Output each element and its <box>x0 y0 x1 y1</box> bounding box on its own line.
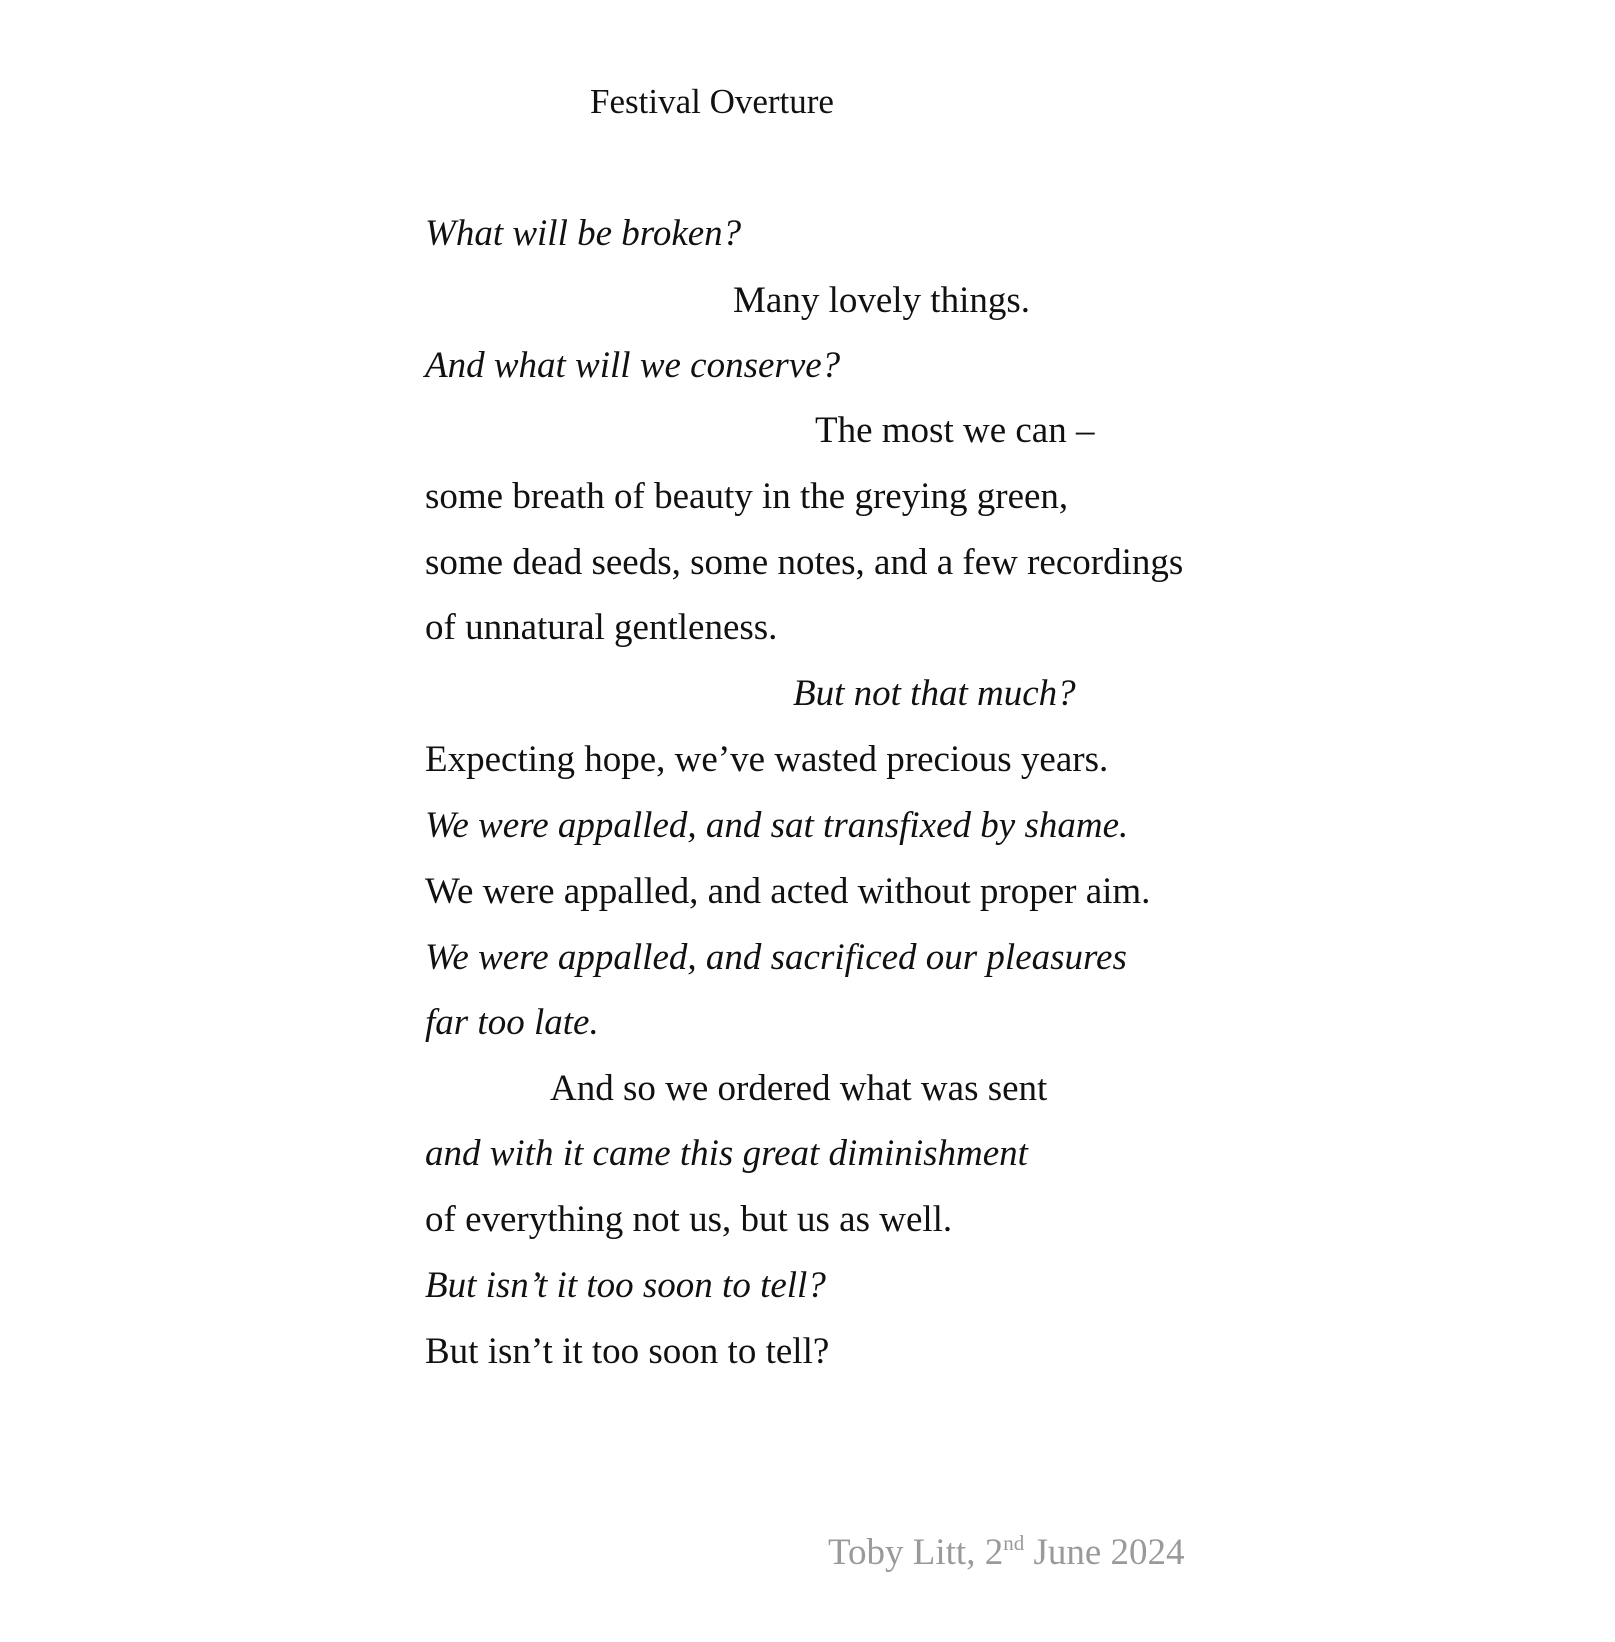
poem-line: Expecting hope, we’ve wasted precious years. <box>425 739 1109 780</box>
poem-line: But not that much? <box>793 673 1076 714</box>
poem-line: But isn’t it too soon to tell? <box>425 1265 826 1306</box>
poem-title: Festival Overture <box>590 82 834 121</box>
poem-line: far too late. <box>425 1002 599 1043</box>
signature-date: June 2024 <box>1024 1532 1185 1573</box>
poem-line: What will be broken? <box>425 213 742 254</box>
poem-line: some breath of beauty in the greying green, <box>425 476 1069 517</box>
signature-author: Toby Litt, 2 <box>828 1532 1004 1573</box>
poem-line: and with it came this great diminishment <box>425 1133 1028 1174</box>
poem-line: But isn’t it too soon to tell? <box>425 1331 830 1372</box>
poem-line: of unnatural gentleness. <box>425 607 778 648</box>
poem-line: some dead seeds, some notes, and a few recordings <box>425 542 1184 583</box>
poem-line: We were appalled, and acted without proper aim. <box>425 871 1151 912</box>
poem-line: We were appalled, and sacrificed our pleasures <box>425 937 1127 978</box>
poem-line: And so we ordered what was sent <box>550 1068 1048 1109</box>
poem-line: Many lovely things. <box>733 280 1031 321</box>
signature-ordinal: nd <box>1003 1531 1025 1555</box>
author-signature <box>828 1530 1185 1576</box>
poem-line: of everything not us, but us as well. <box>425 1199 953 1240</box>
poem-line: And what will we conserve? <box>425 345 841 386</box>
poem-line: We were appalled, and sat transfixed by shame. <box>425 805 1129 846</box>
poem-line: The most we can – <box>815 410 1095 451</box>
